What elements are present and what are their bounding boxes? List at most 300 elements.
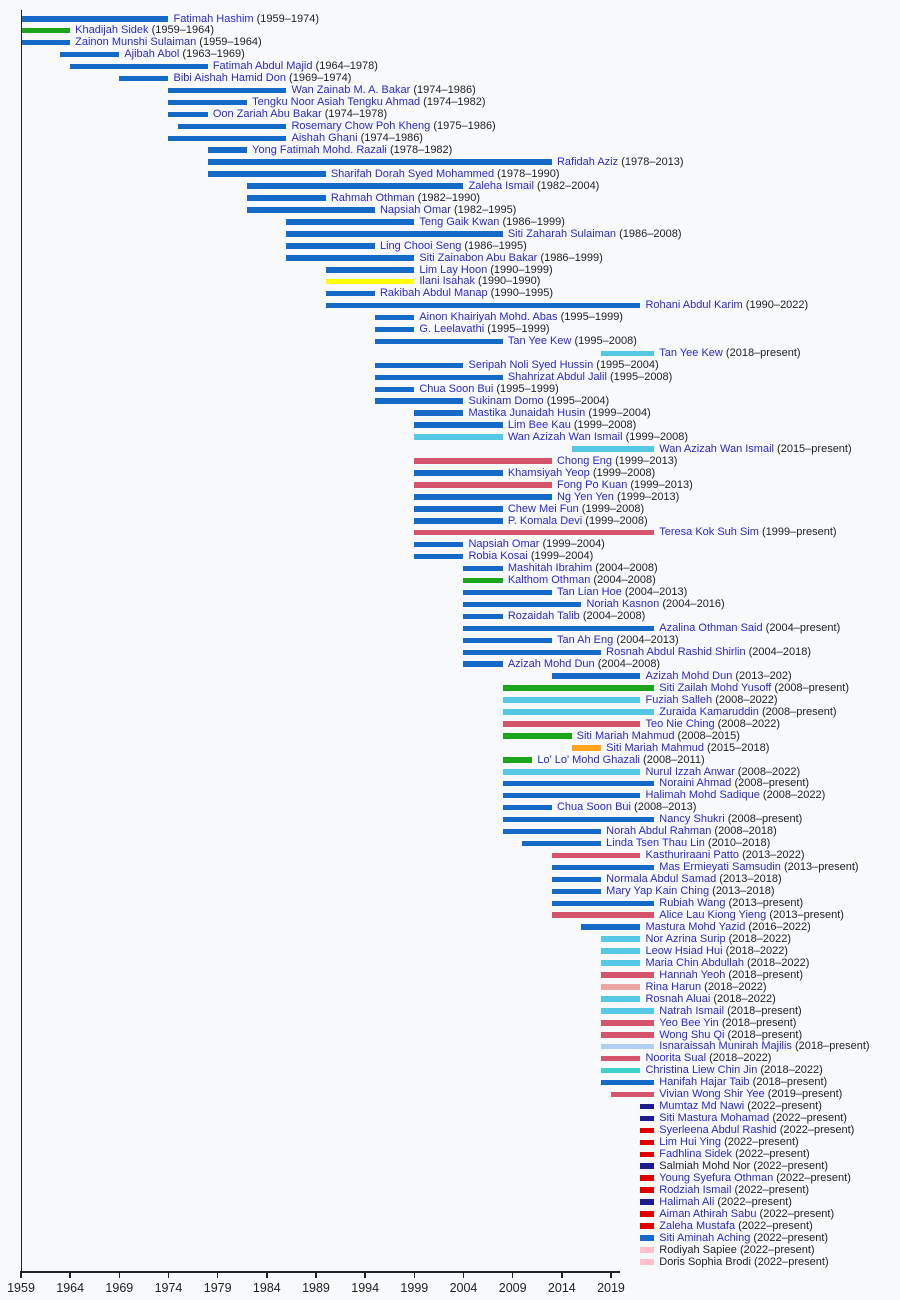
timeline-bar <box>601 960 640 966</box>
member-years: (2008–2022) <box>734 765 801 778</box>
member-link[interactable]: G. Leelavathi <box>419 323 485 336</box>
axis-tick <box>315 1271 317 1278</box>
timeline-bar <box>168 136 286 142</box>
member-years: (2022–present) <box>721 1136 799 1149</box>
timeline-bar <box>640 1211 654 1217</box>
member-link[interactable]: Rohani Abdul Karim <box>645 299 743 312</box>
member-years: (1986–1999) <box>537 251 603 264</box>
timeline-bar <box>640 1223 654 1229</box>
member-link[interactable]: Halimah Mohd Sadique <box>645 789 760 802</box>
member-years: (1999–2008) <box>578 502 645 515</box>
timeline-bar <box>375 387 414 393</box>
member-link[interactable]: Sharifah Dorah Syed Mohammed <box>330 167 495 180</box>
member-years: (1982–2004) <box>533 179 600 192</box>
timeline-bar <box>414 506 502 512</box>
axis-tick-label: 1964 <box>56 1281 85 1295</box>
member-link[interactable]: Vivian Wong Shir Yee <box>659 1088 765 1101</box>
timeline-bar <box>375 375 503 381</box>
member-link[interactable]: Hannah Yeoh <box>659 968 726 981</box>
timeline-bar <box>286 243 374 249</box>
timeline-bar <box>640 1259 654 1265</box>
member-years: (1999–2013) <box>627 478 693 491</box>
member-link[interactable]: Napsiah Omar <box>379 203 451 216</box>
member-years: (1999–2008) <box>589 466 656 479</box>
member-years: (1974–1978) <box>321 108 388 121</box>
member-link[interactable]: Ainon Khairiyah Mohd. Abas <box>419 311 558 324</box>
member-link[interactable]: Fadhlina Sidek <box>659 1148 733 1161</box>
member-years: (2008–2022) <box>759 789 826 802</box>
member-years: (2013–2018) <box>716 873 782 886</box>
timeline-bar <box>414 422 502 428</box>
axis-tick-label: 1984 <box>252 1281 281 1295</box>
timeline-bar <box>375 315 414 321</box>
member-link[interactable]: Leow Hsiad Hui <box>645 944 723 957</box>
member-years: (2022–present) <box>732 1148 810 1161</box>
member-years: (1995–2008) <box>606 371 673 384</box>
member-years: (1986–2008) <box>616 227 682 240</box>
member-years: (2004–2008) <box>579 610 646 623</box>
timeline-bar <box>21 28 70 34</box>
member-link[interactable]: Natrah Ismail <box>659 1004 725 1017</box>
member-link[interactable]: Siti Zainabon Abu Bakar <box>419 251 538 264</box>
axis-left-border <box>21 10 23 1271</box>
member-link[interactable]: Zuraida Kamaruddin <box>659 705 759 718</box>
member-link[interactable]: Alice Lau Kiong Yieng <box>659 908 767 921</box>
member-years: (2018–2022) <box>701 980 767 993</box>
member-link[interactable]: Zaleha Mustafa <box>659 1219 736 1232</box>
member-years: (2008–2013) <box>630 801 697 814</box>
member-years: (2013–present) <box>766 908 844 921</box>
member-link[interactable]: Tan Ah Eng <box>556 634 614 647</box>
member-years: (1990–2022) <box>742 299 809 312</box>
member-link[interactable]: Chew Mei Fun <box>507 502 579 515</box>
axis-tick <box>414 1271 416 1278</box>
timeline-bar <box>60 52 119 58</box>
member-years: (2013–present) <box>725 897 804 910</box>
timeline-bar <box>503 757 532 763</box>
member-years: (1978–2013) <box>618 155 684 168</box>
member-link[interactable]: Chua Soon Bui <box>419 383 494 396</box>
member-link[interactable]: Syerleena Abdul Rashid <box>659 1124 777 1137</box>
member-link[interactable]: P. Komala Devi <box>507 514 583 527</box>
timeline-bar <box>581 924 640 930</box>
member-years: (2013–202) <box>732 669 792 682</box>
member-years: (2013–2022) <box>739 849 805 862</box>
member-years: (1974–1982) <box>420 96 486 109</box>
timeline-bar <box>640 1235 654 1241</box>
member-years: (2019–present) <box>764 1088 843 1101</box>
timeline-bar <box>601 1044 654 1050</box>
timeline-bar <box>552 673 640 679</box>
member-years: (2010–2018) <box>704 837 771 850</box>
member-link[interactable]: Hanifah Hajar Taib <box>659 1076 750 1089</box>
member-link[interactable]: Yeo Bee Yin <box>659 1016 719 1029</box>
member-link[interactable]: Noraini Ahmad <box>659 777 732 790</box>
member-link[interactable]: Ling Chooi Seng <box>379 239 462 252</box>
member-years: (2022–present) <box>756 1207 835 1220</box>
timeline-bar <box>503 781 654 787</box>
member-link[interactable]: Noriah Kasnon <box>586 598 660 611</box>
member-link[interactable]: Ilani Isahak <box>419 275 475 288</box>
timeline-bar <box>503 817 654 823</box>
member-link: Rodiyah Sapiee <box>659 1243 737 1256</box>
timeline-bar <box>168 88 286 94</box>
member-link[interactable]: Rodziah Ismail <box>659 1183 732 1196</box>
member-link[interactable]: Halimah Ali <box>659 1195 715 1208</box>
axis-tick <box>69 1271 71 1278</box>
member-link[interactable]: Oon Zariah Abu Bakar <box>212 108 322 121</box>
member-years: (2008–present) <box>731 777 810 790</box>
timeline-bar <box>168 100 247 106</box>
member-years: (2022–present) <box>769 1112 847 1125</box>
timeline-bar <box>503 685 654 691</box>
timeline-bar <box>572 745 601 751</box>
member-link[interactable]: Young Syefura Othman <box>659 1171 774 1184</box>
axis-tick-label: 1999 <box>400 1281 429 1295</box>
member-link[interactable]: Christina Liew Chin Jin <box>645 1064 758 1077</box>
member-years: (2018–present) <box>725 968 803 981</box>
member-years: (2022–present) <box>735 1219 813 1232</box>
axis-tick-label: 1959 <box>7 1281 35 1295</box>
member-years: (1959–1974) <box>253 12 320 25</box>
member-link[interactable]: Siti Zailah Mohd Yusoff <box>659 681 772 694</box>
member-years: (1995–1999) <box>484 323 550 336</box>
member-link[interactable]: Teo Nie Ching <box>645 717 715 730</box>
timeline-bar <box>463 638 551 644</box>
timeline-bar <box>463 626 654 632</box>
timeline-bar <box>503 805 552 811</box>
axis-tick <box>364 1271 366 1278</box>
member-link[interactable]: Lo' Lo' Mohd Ghazali <box>537 753 640 766</box>
member-link[interactable]: Shahrizat Abdul Jalil <box>507 371 607 384</box>
member-years: (1969–1974) <box>286 72 352 85</box>
timeline-bar <box>503 697 641 703</box>
timeline-bar <box>375 363 463 369</box>
timeline-bar <box>503 733 572 739</box>
timeline-bar <box>326 267 414 273</box>
timeline-bar <box>552 853 640 859</box>
timeline-bar <box>522 841 601 847</box>
member-link[interactable]: Normala Abdul Samad <box>606 873 717 886</box>
member-years: (2015–2018) <box>703 741 770 754</box>
member-link[interactable]: Teng Gaik Kwan <box>419 215 500 228</box>
member-link[interactable]: Linda Tsen Thau Lin <box>606 837 705 850</box>
member-link[interactable]: Azizah Mohd Dun <box>645 669 733 682</box>
timeline-bar <box>601 948 640 954</box>
member-years: (1999–present) <box>758 526 837 539</box>
member-years: (2018–2022) <box>710 992 776 1005</box>
member-link[interactable]: Mastura Mohd Yazid <box>645 920 746 933</box>
member-link[interactable]: Tengku Noor Asiah Tengku Ahmad <box>252 96 421 109</box>
member-years: (2008–present) <box>758 705 837 718</box>
timeline-bar <box>414 410 463 416</box>
timeline-bar <box>21 40 70 46</box>
member-years: (2004–present) <box>762 622 841 635</box>
timeline-bar <box>640 1104 654 1110</box>
member-link[interactable]: Seripah Noli Syed Hussin <box>468 359 594 372</box>
timeline-bar <box>640 1163 654 1169</box>
member-link[interactable]: Robia Kosai <box>468 550 528 563</box>
member-years: (2018–2022) <box>706 1052 772 1065</box>
member-link[interactable]: Tan Yee Kew <box>659 347 723 360</box>
member-years: (2018–2022) <box>757 1064 823 1077</box>
timeline-bar <box>414 554 463 560</box>
member-link[interactable]: Fatimah Hashim <box>173 12 254 25</box>
member-link[interactable]: Rosnah Abdul Rashid Shirlin <box>606 646 746 658</box>
member-years: (2008–present) <box>771 681 850 694</box>
timeline-bar <box>463 650 601 656</box>
member-years: (2008–2022) <box>712 693 778 706</box>
timeline-bar <box>503 709 654 715</box>
axis-tick-label: 2014 <box>547 1281 576 1295</box>
axis-tick <box>610 1271 612 1278</box>
member-years: (2022–present) <box>750 1255 829 1268</box>
timeline-bar <box>572 446 655 452</box>
member-link[interactable]: Sukinam Domo <box>468 394 544 407</box>
timeline-bar <box>611 1092 654 1098</box>
member-link[interactable]: Siti Zaharah Sulaiman <box>507 227 617 240</box>
member-link[interactable]: Rubiah Wang <box>659 897 726 910</box>
member-link[interactable]: Azizah Mohd Dun <box>507 657 595 670</box>
timeline-bar <box>601 351 654 357</box>
member-years: (1978–1982) <box>386 143 453 156</box>
timeline-bar <box>640 1187 654 1193</box>
member-link[interactable]: Rosemary Chow Poh Kheng <box>291 120 431 133</box>
timeline-bar <box>375 398 463 404</box>
member-years: (1975–1986) <box>430 120 496 133</box>
member-years: (2015–present) <box>773 442 852 455</box>
timeline-bar <box>601 1020 654 1026</box>
timeline-bar <box>70 64 208 70</box>
member-link[interactable]: Ng Yen Yen <box>556 490 614 503</box>
member-link[interactable]: Lim Lay Hoon <box>419 263 488 276</box>
member-link[interactable]: Aishah Ghani <box>291 132 358 145</box>
member-years: (1974–1986) <box>410 84 476 97</box>
timeline-bar <box>503 829 601 835</box>
member-link[interactable]: Rakibah Abdul Manap <box>379 287 488 300</box>
timeline-bar <box>552 865 654 871</box>
member-years: (2004–2008) <box>594 657 661 670</box>
axis-tick <box>266 1271 268 1278</box>
timeline-bar <box>463 578 502 584</box>
member-years: (1995–2004) <box>593 359 659 372</box>
member-link[interactable]: Zainon Munshi Sulaiman <box>75 36 197 49</box>
member-years: (2018–present) <box>724 1004 802 1017</box>
timeline-bar <box>414 482 552 488</box>
timeline-bar <box>463 661 502 667</box>
timeline-bar <box>208 147 247 153</box>
member-link[interactable]: Nurul Izzah Anwar <box>645 765 735 778</box>
timeline-bar <box>601 1080 654 1086</box>
member-years: (1986–1999) <box>499 215 565 228</box>
member-link[interactable]: Noorita Sual <box>645 1052 707 1065</box>
timeline-bar <box>601 1032 654 1038</box>
member-years: (2022–present) <box>750 1231 829 1244</box>
member-years: (2004–2013) <box>621 586 688 599</box>
member-years: (1999–2004) <box>585 406 651 419</box>
timeline-bar <box>326 279 414 285</box>
member-link[interactable]: Mumtaz Md Nawi <box>659 1100 745 1113</box>
member-years: (1982–1995) <box>450 203 517 216</box>
axis-tick <box>512 1271 514 1278</box>
member-link[interactable]: Teresa Kok Suh Sim <box>659 526 759 539</box>
timeline-bar <box>414 458 552 464</box>
member-link[interactable]: Siti Mariah Mahmud <box>606 741 704 754</box>
timeline-bar <box>414 494 552 500</box>
member-years: (1959–1964) <box>196 36 262 49</box>
member-years: (2022–present) <box>773 1171 851 1184</box>
member-years: (1963–1969) <box>179 48 245 61</box>
timeline-bar <box>286 219 414 225</box>
member-link[interactable]: Mary Yap Kain Ching <box>606 885 710 898</box>
member-years: (2018–present) <box>724 1028 803 1041</box>
member-years: (2022–present) <box>750 1159 829 1172</box>
member-years: (2018–present) <box>722 347 801 360</box>
member-link[interactable]: Rosnah Aluai <box>645 992 711 1005</box>
timeline-bar <box>463 590 551 596</box>
timeline-bar <box>601 1056 640 1062</box>
axis-tick <box>463 1271 465 1278</box>
member-link[interactable]: Fong Po Kuan <box>556 478 628 491</box>
timeline-bar <box>21 16 168 22</box>
member-link[interactable]: Yong Fatimah Mohd. Razali <box>252 143 387 156</box>
member-link[interactable]: Fuziah Salleh <box>645 693 713 706</box>
member-years: (1990–1995) <box>487 287 554 300</box>
axis-tick-label: 1974 <box>154 1281 183 1295</box>
timeline-bar <box>375 327 414 333</box>
axis-tick <box>217 1271 219 1278</box>
member-years: (1959–1964) <box>148 24 214 37</box>
member-years: (2008–2015) <box>674 729 740 742</box>
member-link[interactable]: Napsiah Omar <box>468 538 540 551</box>
member-link[interactable]: Lim Bee Kau <box>507 418 571 431</box>
member-years: (1999–2008) <box>622 430 689 443</box>
timeline-bar <box>414 542 463 548</box>
member-years: (2004–2008) <box>592 562 658 575</box>
member-years: (2013–2018) <box>709 885 775 898</box>
member-years: (1995–2004) <box>543 394 610 407</box>
member-link[interactable]: Norah Abdul Rahman <box>606 825 712 838</box>
member-link[interactable]: Nancy Shukri <box>659 813 725 826</box>
member-years: (1999–2004) <box>527 550 594 563</box>
member-link[interactable]: Mashitah Ibrahim <box>507 562 593 575</box>
axis-tick-label: 1994 <box>351 1281 380 1295</box>
member-link[interactable]: Siti Mastura Mohamad <box>659 1112 770 1125</box>
member-years: (2008–2022) <box>714 717 781 730</box>
member-years: (1990–1999) <box>487 263 553 276</box>
timeline-bar <box>414 470 502 476</box>
member-years: (2022–present) <box>776 1124 855 1137</box>
member-link[interactable]: Lim Hui Ying <box>659 1136 722 1149</box>
member-link[interactable]: Wan Azizah Wan Ismail <box>507 430 623 443</box>
member-link[interactable]: Zaleha Ismail <box>468 179 534 192</box>
member-years: (2018–2022) <box>722 944 788 957</box>
member-years: (1995–1999) <box>557 311 623 324</box>
member-link[interactable]: Rahmah Othman <box>330 191 415 204</box>
member-link[interactable]: Siti Aminah Aching <box>659 1231 751 1244</box>
timeline-bar <box>463 602 581 608</box>
member-link[interactable]: Mastika Junaidah Husin <box>468 406 586 419</box>
timeline-bar <box>463 566 502 572</box>
member-link[interactable]: Khadijah Sidek <box>75 24 149 37</box>
member-years: (2004–2018) <box>745 646 812 658</box>
timeline-bar <box>601 1008 654 1014</box>
member-years: (1964–1978) <box>312 60 378 73</box>
member-link[interactable]: Chua Soon Bui <box>556 801 631 814</box>
member-link[interactable]: Mas Ermieyati Samsudin <box>659 861 781 874</box>
axis-tick-label: 2004 <box>449 1281 478 1295</box>
timeline-bar <box>119 76 168 82</box>
timeline-bar <box>552 889 601 895</box>
axis-baseline <box>21 1271 621 1273</box>
member-years: (1995–2008) <box>571 335 637 348</box>
member-years: (2004–2013) <box>613 634 679 647</box>
timeline-bar <box>640 1175 654 1181</box>
timeline-bar <box>601 996 640 1002</box>
member-link[interactable]: Wan Azizah Wan Ismail <box>659 442 774 455</box>
timeline-bar <box>414 530 654 536</box>
member-link[interactable]: Wong Shu Qi <box>659 1028 725 1041</box>
member-years: (1999–2008) <box>582 514 648 527</box>
member-years: (2022–present) <box>744 1100 822 1113</box>
member-years: (2018–2022) <box>725 932 792 945</box>
timeline-bar <box>552 912 654 918</box>
member-link[interactable]: Chong Eng <box>556 454 613 467</box>
member-link[interactable]: Nor Azrina Surip <box>645 932 726 945</box>
member-link[interactable]: Isnaraissah Munirah Majilis <box>659 1040 792 1053</box>
member-link[interactable]: Bibi Aishah Hamid Don <box>173 72 286 85</box>
timeline-bar <box>326 291 375 297</box>
member-link[interactable]: Kalthom Othman <box>507 574 591 587</box>
member-years: (2004–2008) <box>590 574 656 587</box>
member-years: (1999–2008) <box>570 418 637 431</box>
member-years: (1995–1999) <box>493 383 559 396</box>
timeline-bar <box>286 255 414 261</box>
member-link[interactable]: Khamsiyah Yeop <box>507 466 590 479</box>
member-link[interactable]: Azalina Othman Said <box>659 622 763 635</box>
member-link[interactable]: Tan Lian Hoe <box>556 586 622 599</box>
timeline-bar <box>640 1116 654 1122</box>
member-years: (2022–present) <box>736 1243 815 1256</box>
timeline-bar <box>601 984 640 990</box>
timeline-bar <box>552 877 601 883</box>
axis-tick-label: 2009 <box>498 1281 527 1295</box>
member-link[interactable]: Fatimah Abdul Majid <box>212 60 313 73</box>
member-link[interactable]: Rafidah Aziz <box>556 155 619 168</box>
member-years: (1999–2004) <box>539 538 605 551</box>
member-link: Salmiah Mohd Nor <box>659 1159 751 1172</box>
member-link[interactable]: Maria Chin Abdullah <box>645 956 744 969</box>
member-link[interactable]: Siti Mariah Mahmud <box>576 729 675 742</box>
member-link[interactable]: Ajibah Abol <box>124 48 180 61</box>
member-years: (2016–2022) <box>745 920 811 933</box>
timeline-bar <box>503 769 641 775</box>
timeline-bar <box>503 721 641 727</box>
member-link[interactable]: Kasthuriraani Patto <box>645 849 740 862</box>
timeline-bar <box>208 171 326 177</box>
axis-tick-label: 2019 <box>597 1281 625 1295</box>
member-link[interactable]: Wan Zainab M. A. Bakar <box>291 84 411 97</box>
member-link[interactable]: Aiman Athirah Sabu <box>659 1207 757 1220</box>
member-link[interactable]: Rozaidah Talib <box>507 610 580 623</box>
timeline-bar <box>247 183 463 189</box>
member-years: (2013–present) <box>780 861 859 874</box>
member-link[interactable]: Tan Yee Kew <box>507 335 572 348</box>
timeline-bar <box>414 434 502 440</box>
member-link[interactable]: Rina Harun <box>645 980 702 993</box>
timeline-bar <box>326 303 641 309</box>
timeline-bar <box>601 936 640 942</box>
